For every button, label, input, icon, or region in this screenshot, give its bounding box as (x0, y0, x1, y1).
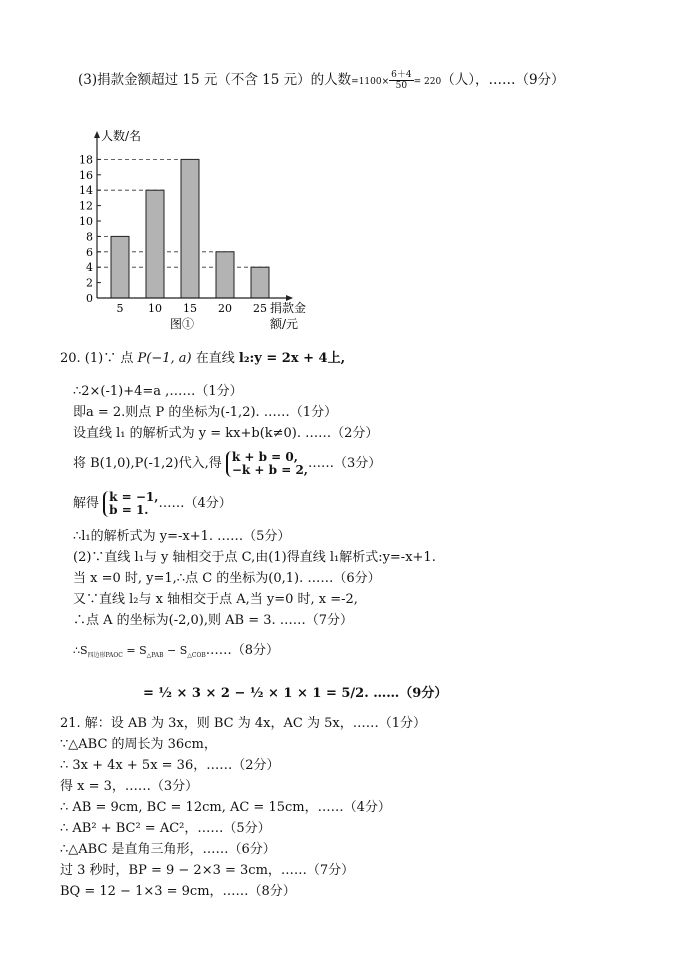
area-symbol: − S (163, 644, 188, 657)
score-mark: ……（8分） (205, 643, 280, 658)
q21-line-5: ∴ AB = 9cm, BC = 12cm, AC = 15cm，……（4分） (60, 800, 391, 815)
equation-system (103, 491, 158, 517)
q21-line-6: ∴ AB² + BC² = AC²，……（5分） (60, 821, 271, 836)
score-mark: ……（3分） (307, 456, 382, 471)
fraction (389, 70, 413, 91)
equation: k + b = 0, (231, 449, 298, 464)
q20-line-11: ∴点 A 的坐标为(-2,0),则 AB = 3. ……（7分） (73, 613, 354, 628)
q21-line-1: 21. 解：设 AB 为 3x，则 BC 为 4x，AC 为 5x，……（1分） (60, 716, 426, 731)
equation: −k + b = 2, (231, 462, 308, 477)
area-symbol: ∴S (73, 644, 88, 657)
q21-line-7: ∴△ABC 是直角三角形，……（6分） (60, 842, 276, 857)
y-tick-label: 8 (86, 230, 93, 244)
y-tick-label: 0 (86, 292, 93, 305)
q20-line-6 (73, 490, 232, 518)
bar (146, 190, 164, 298)
q20-text: 解得 (73, 496, 100, 511)
bar-chart (60, 128, 360, 338)
q20-line-1 (60, 351, 345, 367)
q20-text: 将 B(1,0),P(-1,2)代入,得 (73, 456, 222, 471)
bar (111, 236, 129, 298)
x-tick-label: 20 (218, 302, 232, 315)
q20-text: 在直线 (195, 351, 235, 366)
q21-line-8: 过 3 秒时，BP = 9 − 2×3 = 3cm，……（7分） (60, 863, 355, 878)
bar (181, 159, 199, 298)
answer-line-3 (78, 70, 565, 91)
q20-line-5 (73, 450, 381, 478)
x-tick-label: 15 (183, 302, 197, 315)
equation: b = 1. (109, 502, 149, 517)
area-symbol: = S (122, 644, 147, 657)
q21-line-4: 得 x = 3，……（3分） (60, 779, 199, 794)
x-axis-label: 额/元 (270, 317, 299, 331)
bar (216, 252, 234, 298)
x-axis-label: 捐款金 (270, 301, 307, 315)
x-tick-label: 25 (253, 302, 267, 315)
fraction-denominator: 50 (395, 81, 408, 91)
q21-line-2: ∵△ABC 的周长为 36cm， (60, 737, 217, 752)
y-tick-label: 14 (79, 184, 93, 198)
q20-line-9: 当 x =0 时, y=1,∴点 C 的坐标为(0,1). ……（6分） (73, 571, 381, 586)
subscript: △PAB (146, 652, 164, 660)
equation-system (226, 451, 308, 477)
q20-line-12 (73, 643, 279, 664)
x-tick-label: 5 (116, 302, 124, 315)
score-mark: ……（4分） (158, 496, 232, 511)
q20-line-8: (2)∵直线 l₁与 y 轴相交于点 C,由(1)得直线 l₁解析式:y=-x+1. (73, 550, 436, 565)
y-tick-label: 4 (86, 261, 93, 275)
y-tick-label: 10 (79, 215, 93, 228)
calc-result: = 220 (413, 77, 442, 87)
y-tick-label: 12 (79, 199, 93, 213)
q20-text: 20. (1)∵ 点 (60, 351, 134, 366)
figure-caption: 图① (170, 317, 195, 331)
equation: k = −1, (109, 489, 159, 504)
subscript: △COB (187, 652, 206, 660)
y-axis-arrow (94, 131, 100, 138)
y-tick-label: 16 (79, 168, 93, 182)
point-p: P(−1, a) (137, 351, 192, 366)
answer-suffix: （人），……（9分） (441, 72, 565, 88)
subscript: 四边形PAOC (87, 652, 123, 660)
q20-line-2: ∴2×(-1)+4=a ,……（1分） (73, 384, 243, 399)
q21-line-9: BQ = 12 − 1×3 = 9cm，……（8分） (60, 884, 296, 899)
calc-prefix: =1100× (351, 77, 390, 87)
q21-line-3: ∴ 3x + 4x + 5x = 36，……（2分） (60, 758, 280, 773)
y-tick-label: 18 (79, 153, 93, 167)
x-tick-label: 10 (148, 302, 162, 315)
y-tick-label: 2 (86, 276, 93, 290)
q20-line-10: 又∵直线 l₂与 x 轴相交于点 A,当 y=0 时, x =-2, (73, 592, 358, 607)
q20-line-4: 设直线 l₁ 的解析式为 y = kx+b(k≠0). ……（2分） (73, 426, 379, 441)
q20-line-3: 即a = 2.则点 P 的坐标为(-1,2). ……（1分） (73, 405, 338, 420)
y-axis-label: 人数/名 (101, 129, 142, 143)
q20-line-13: = ½ × 3 × 2 − ½ × 1 × 1 = 5/2. ……（9分） (143, 686, 448, 701)
fraction-numerator: 6＋4 (391, 70, 412, 80)
bar (251, 267, 269, 298)
line-l2-equation: l₂:y = 2x + 4上, (238, 351, 346, 366)
answer-text: (3)捐款金额超过 15 元（不含 15 元）的人数 (78, 72, 352, 88)
q20-line-7: ∴l₁的解析式为 y=-x+1. ……（5分） (73, 529, 291, 544)
y-tick-label: 6 (86, 245, 93, 259)
